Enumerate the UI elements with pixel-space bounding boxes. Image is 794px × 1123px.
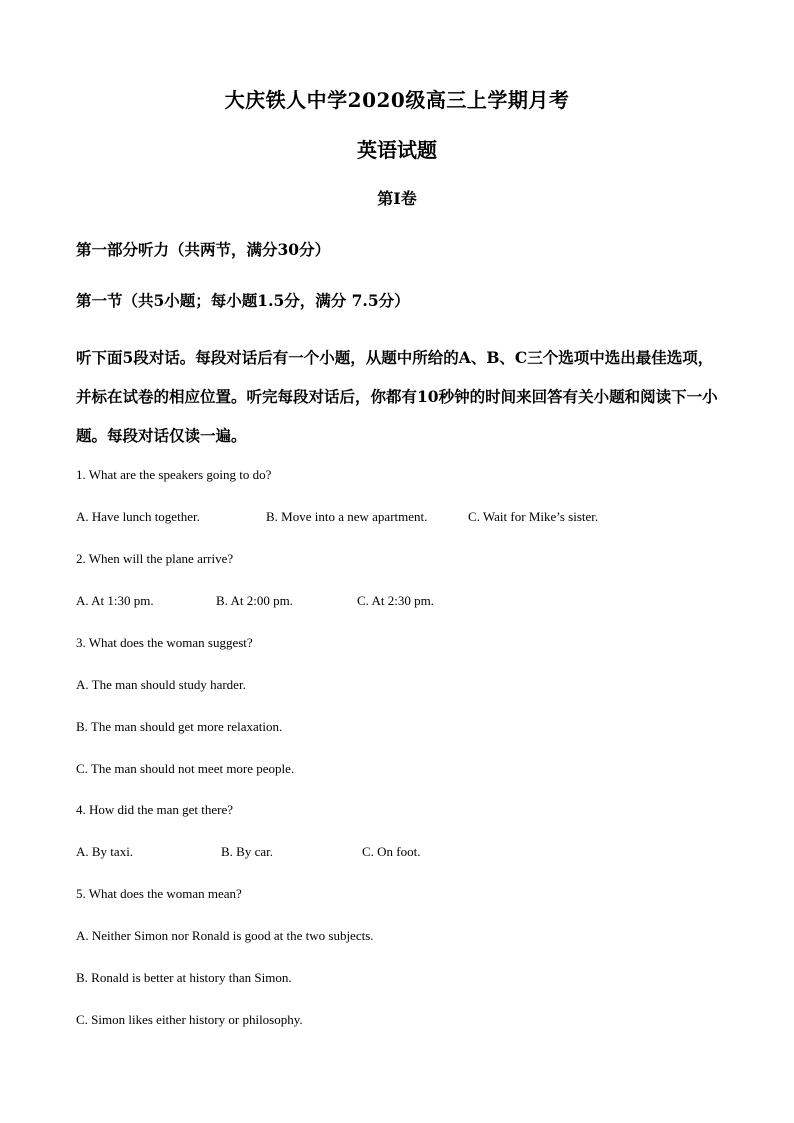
question-1-option-c: C. Wait for Mike’s sister.: [468, 509, 599, 524]
question-4-option-b: B. By car.: [221, 844, 273, 859]
question-1-option-b: B. Move into a new apartment.: [266, 509, 428, 524]
part-heading: 第一部分听力（共两节，满分30分）: [76, 240, 331, 259]
question-5-option-b: B. Ronald is better at history than Simon.: [76, 970, 292, 985]
question-1-stem: 1. What are the speakers going to do?: [76, 467, 272, 482]
question-4-stem: 4. How did the man get there?: [76, 802, 234, 817]
question-2-option-c: C. At 2:30 pm.: [357, 593, 434, 608]
section-heading: 第一节（共5小题；每小题1.5分，满分 7.5分）: [76, 291, 410, 310]
question-2-option-a: A. At 1:30 pm.: [76, 593, 154, 608]
exam-subject: 英语试题: [357, 138, 437, 162]
question-3-stem: 3. What does the woman suggest?: [76, 635, 253, 650]
question-2-option-b: B. At 2:00 pm.: [216, 593, 293, 608]
question-5-option-a: A. Neither Simon nor Ronald is good at the two subjects.: [76, 928, 374, 943]
question-1-option-a: A. Have lunch together.: [76, 509, 200, 524]
question-5-stem: 5. What does the woman mean?: [76, 886, 242, 901]
question-4-option-c: C. On foot.: [362, 844, 421, 859]
question-2-stem: 2. When will the plane arrive?: [76, 551, 234, 566]
question-4-option-a: A. By taxi.: [76, 844, 134, 859]
exam-title: 大庆铁人中学2020级高三上学期月考: [224, 88, 570, 112]
question-3-option-a: A. The man should study harder.: [76, 677, 246, 692]
question-3-option-b: B. The man should get more relaxation.: [76, 719, 283, 734]
question-5-option-c: C. Simon likes either history or philosophy.: [76, 1012, 303, 1027]
exam-volume: 第I卷: [377, 189, 417, 208]
listening-instructions: 听下面5段对话。每段对话后有一个小题，从题中所给的A、B、C三个选项中选出最佳选项，并标在试卷的相应位置。听完每段对话后，你都有10秒钟的时间来回答有关小题和阅读下一小题。每段对话仅读一遍。: [76, 348, 718, 445]
question-3-option-c: C. The man should not meet more people.: [76, 761, 295, 776]
